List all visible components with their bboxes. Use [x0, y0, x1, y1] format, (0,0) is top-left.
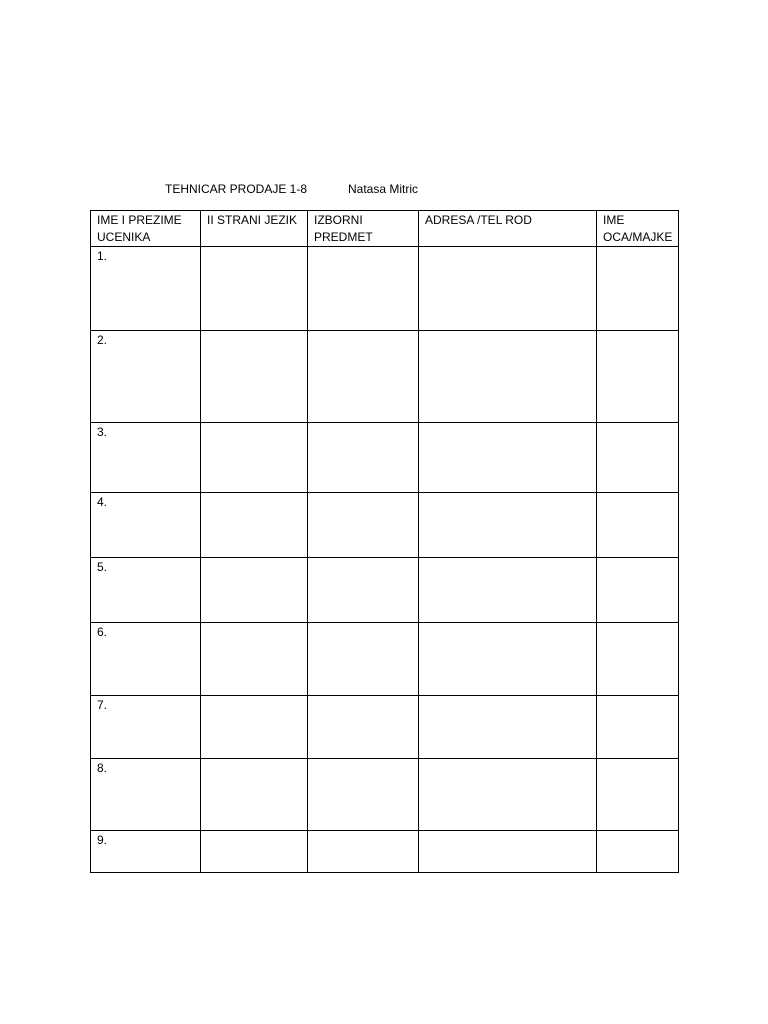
row-number: 4. [91, 493, 201, 558]
table-cell [597, 331, 679, 423]
table-cell [597, 759, 679, 831]
table-row [91, 759, 679, 831]
table-cell [597, 831, 679, 873]
class-name: TEHNICAR PRODAJE 1-8 [165, 182, 308, 196]
table-cell [308, 247, 419, 331]
table-cell [419, 696, 597, 759]
table-cell [308, 558, 419, 623]
table-cell [308, 623, 419, 696]
row-number: 5. [91, 558, 201, 623]
table-cell [597, 493, 679, 558]
table-header-row [91, 211, 679, 247]
table-row [91, 558, 679, 623]
table-cell [597, 696, 679, 759]
table-cell [597, 247, 679, 331]
row-number: 1. [91, 247, 201, 331]
table-cell [419, 759, 597, 831]
student-roster-table [90, 210, 679, 873]
table-cell [308, 759, 419, 831]
table-row [91, 831, 679, 873]
column-header-parent-name: IME OCA/MAJKE [597, 211, 679, 247]
table-cell [419, 247, 597, 331]
table-cell [419, 423, 597, 493]
table-cell [201, 493, 308, 558]
table-cell [201, 696, 308, 759]
table-row [91, 331, 679, 423]
table-cell [597, 623, 679, 696]
row-number: 2. [91, 331, 201, 423]
table-row [91, 696, 679, 759]
table-cell [201, 623, 308, 696]
table-cell [308, 331, 419, 423]
table-cell [308, 831, 419, 873]
table-cell [419, 558, 597, 623]
row-number: 7. [91, 696, 201, 759]
table-row [91, 423, 679, 493]
table-cell [597, 423, 679, 493]
table-cell [201, 423, 308, 493]
table-cell [308, 696, 419, 759]
column-header-second-language: II STRANI JEZIK [201, 211, 308, 247]
table-cell [419, 331, 597, 423]
table-cell [201, 831, 308, 873]
table-row [91, 493, 679, 558]
table-cell [308, 423, 419, 493]
table-cell [308, 493, 419, 558]
row-number: 8. [91, 759, 201, 831]
table-cell [201, 558, 308, 623]
row-number: 3. [91, 423, 201, 493]
table-cell [419, 831, 597, 873]
table-cell [419, 623, 597, 696]
table-cell [201, 759, 308, 831]
row-number: 9. [91, 831, 201, 873]
teacher-name: Natasa Mitric [348, 182, 419, 196]
table-cell [419, 493, 597, 558]
table-row [91, 247, 679, 331]
document-header [0, 181, 768, 197]
table-cell [201, 247, 308, 331]
table-cell [597, 558, 679, 623]
column-header-student-name: IME I PREZIME UCENIKA [91, 211, 201, 247]
table-cell [201, 331, 308, 423]
column-header-elective-subject: IZBORNI PREDMET [308, 211, 419, 247]
column-header-address-phone: ADRESA /TEL ROD [419, 211, 597, 247]
row-number: 6. [91, 623, 201, 696]
table-row [91, 623, 679, 696]
